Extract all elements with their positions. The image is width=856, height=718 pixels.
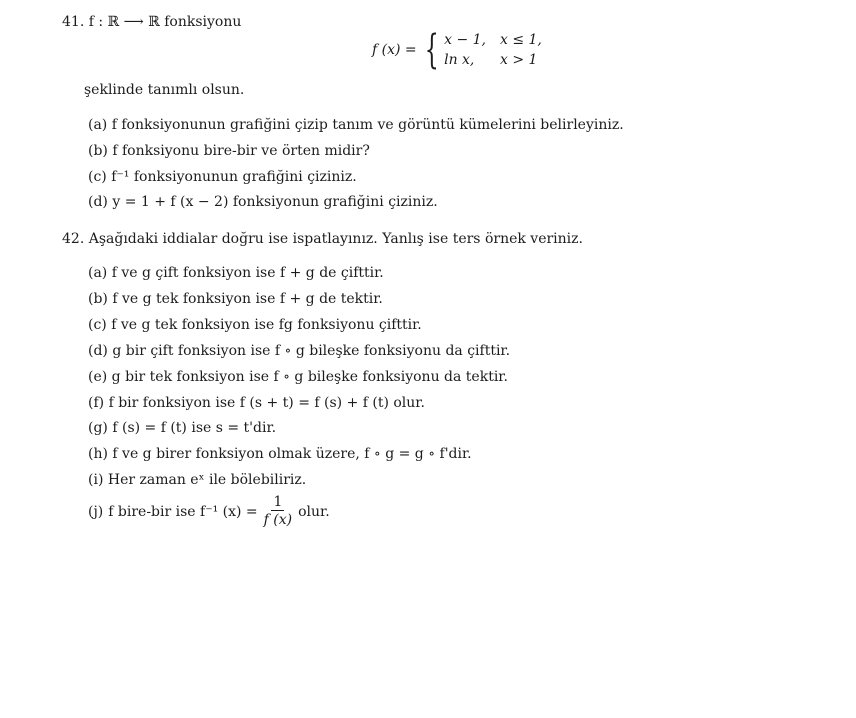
item-label: (e) [88, 369, 108, 385]
case-2-condition: x > 1 [499, 52, 538, 68]
item-text: g bir çift fonksiyon ise f ∘ g bileşke fonksiyonu da çifttir. [112, 343, 511, 359]
item-label: (b) [88, 291, 108, 307]
problem-41-item-a [88, 116, 624, 134]
problem-41-intro: f : ℝ ⟶ ℝ fonksiyonu [88, 14, 242, 30]
item-text: g bir tek fonksiyon ise f ∘ g bileşke fonksiyonu da tektir. [111, 369, 508, 385]
problem-41-followup: şeklinde tanımlı olsun. [84, 82, 245, 98]
problem-42-item-j [88, 494, 330, 529]
item-text: f fonksiyonu bire-bir ve örten midir? [112, 143, 370, 159]
item-label: (c) [88, 169, 107, 185]
case-1-condition: x ≤ 1, [499, 32, 542, 48]
problem-42-item-a [88, 264, 384, 282]
problem-42-header [62, 230, 583, 248]
item-text-after: olur. [298, 503, 330, 520]
problem-41-item-d [88, 193, 438, 211]
fraction-denominator: f (x) [263, 512, 293, 528]
item-label: (a) [88, 117, 108, 133]
item-label: (g) [88, 420, 108, 436]
item-text: f ve g tek fonksiyon ise fg fonksiyonu çifttir. [111, 317, 422, 333]
item-label: (i) [88, 472, 104, 488]
problem-42-item-b [88, 290, 383, 308]
item-text: y = 1 + f (x − 2) fonksiyonun grafiğini çiziniz. [112, 194, 438, 210]
item-text: f ve g çift fonksiyon ise f + g de çifttir. [111, 265, 384, 281]
item-text: f fonksiyonunun grafiğini çizip tanım ve görüntü kümelerini belirleyiniz. [111, 117, 624, 133]
item-label: (b) [88, 143, 108, 159]
item-text: f ve g tek fonksiyon ise f + g de tektir. [112, 291, 383, 307]
problem-42-intro: Aşağıdaki iddialar doğru ise ispatlayınız. Yanlış ise ters örnek veriniz. [88, 231, 583, 247]
problem-41-item-c [88, 168, 357, 186]
problem-41-header [62, 13, 241, 31]
case-2-expression: ln x, [444, 52, 475, 68]
item-label: (a) [88, 265, 108, 281]
problem-42-item-i [88, 471, 306, 489]
item-label: (d) [88, 194, 108, 210]
item-text: f bir fonksiyon ise f (s + t) = f (s) + f (t) olur. [108, 395, 425, 411]
left-brace: { [424, 27, 439, 73]
item-text: f (s) = f (t) ise s = t'dir. [112, 420, 277, 436]
problem-42-item-c [88, 316, 422, 334]
fraction-numerator: 1 [273, 494, 283, 510]
case-1-expression: x − 1, [444, 32, 486, 48]
item-label: (f) [88, 395, 105, 411]
item-text: f ve g birer fonksiyon olmak üzere, f ∘ g = g ∘ f'dir. [112, 446, 472, 462]
problem-42-item-g [88, 419, 276, 437]
problem-42-item-h [88, 445, 472, 463]
item-label: (j) [88, 503, 104, 520]
piecewise-definition [372, 27, 542, 73]
item-text-before: f bire-bir ise f⁻¹ (x) = [108, 503, 258, 520]
problem-41-item-b [88, 142, 370, 160]
fraction [262, 494, 294, 529]
problem-41-number: 41. [62, 14, 85, 30]
item-label: (c) [88, 317, 107, 333]
item-label: (d) [88, 343, 108, 359]
problem-42-item-f [88, 394, 425, 412]
item-text: f⁻¹ fonksiyonunun grafiğini çiziniz. [111, 169, 357, 185]
definition-lhs: f (x) = [372, 42, 417, 58]
problem-42-number: 42. [62, 231, 85, 247]
definition-cases [444, 31, 542, 69]
item-text: Her zaman eˣ ile bölebiliriz. [107, 472, 307, 488]
problem-42-item-e [88, 368, 508, 386]
problem-42-item-d [88, 342, 510, 360]
item-label: (h) [88, 446, 108, 462]
